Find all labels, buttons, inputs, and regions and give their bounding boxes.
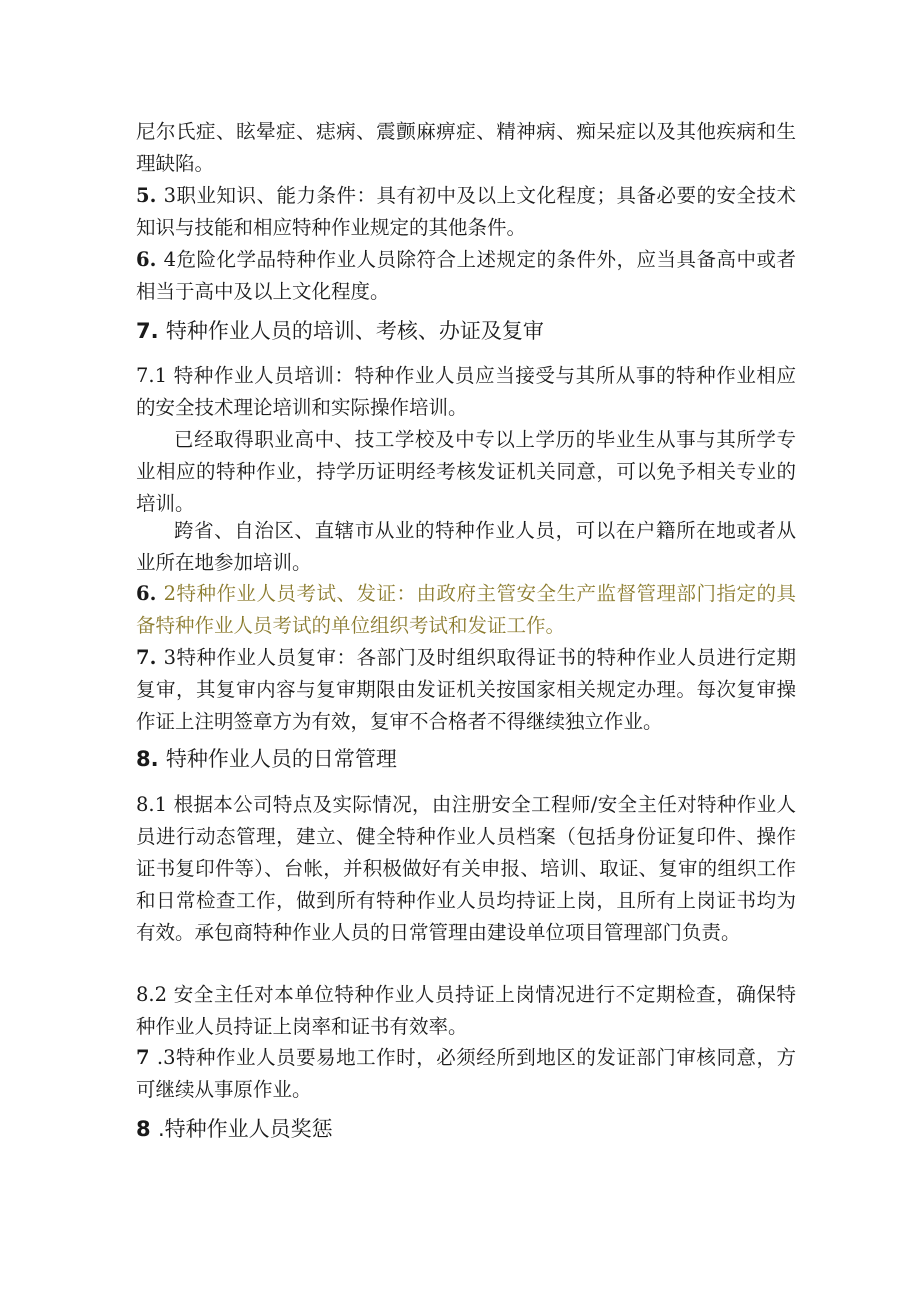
section-number: 5. <box>136 184 164 207</box>
heading-text: 特种作业人员的日常管理 <box>165 747 397 771</box>
paragraph-7-3-relocation <box>136 1042 796 1106</box>
heading-number: 8 <box>136 1117 158 1141</box>
paragraph-text: .3特种作业人员要易地工作时，必须经所到地区的发证部门审核同意，方可继续从事原作业。 <box>136 1046 796 1101</box>
paragraph-text: 2特种作业人员考试、发证：由政府主管安全生产监督管理部门指定的具备特种作业人员考试的单位组织考试和发证工作。 <box>136 582 796 637</box>
heading-training-assessment <box>136 315 796 347</box>
paragraph-text: 3职业知识、能力条件：具有初中及以上文化程度；具备必要的安全技术知识与技能和相应特种作业规定的其他条件。 <box>136 184 796 239</box>
heading-rewards-penalties <box>136 1113 796 1145</box>
paragraph-8-1 <box>136 789 796 949</box>
paragraph-text: 4危险化学品特种作业人员除符合上述规定的条件外，应当具备高中或者相当于高中及以上文化程度。 <box>136 248 796 303</box>
paragraph-graduates-exemption <box>136 424 796 520</box>
paragraph-text: 3特种作业人员复审：各部门及时组织取得证书的特种作业人员进行定期复审，其复审内容与复审期限由发证机关按国家相关规定办理。每次复审操作证上注明签章方为有效，复审不合格者不得继续独立作业。 <box>136 646 796 733</box>
heading-number: 7. <box>136 319 166 343</box>
heading-number: 8. <box>136 747 166 771</box>
paragraph-6-4 <box>136 244 796 308</box>
paragraph-7-3-review <box>136 642 796 738</box>
paragraph-cross-province <box>136 515 796 579</box>
paragraph-6-2-exam <box>136 578 796 642</box>
section-number: 7.1 <box>136 364 168 387</box>
heading-text: 特种作业人员的培训、考核、办证及复审 <box>165 319 544 343</box>
paragraph-text: 已经取得职业高中、技工学校及中专以上学历的毕业生从事与其所学专业相应的特种作业，持学历证明经考核发证机关同意，可以免予相关专业的培训。 <box>136 428 796 515</box>
paragraph-text: 跨省、自治区、直辖市从业的特种作业人员，可以在户籍所在地或者从业所在地参加培训。 <box>136 519 796 574</box>
section-number: 7. <box>136 646 164 669</box>
section-number: 8.1 <box>136 793 168 816</box>
paragraph-text: 安全主任对本单位特种作业人员持证上岗情况进行不定期检查，确保特种作业人员持证上岗率和证书有效率。 <box>136 983 796 1038</box>
heading-text: .特种作业人员奖惩 <box>157 1117 333 1141</box>
section-number: 6. <box>136 248 164 271</box>
section-number: 7 <box>136 1046 157 1069</box>
paragraph-disease-conditions <box>136 116 796 180</box>
paragraph-text: 特种作业人员培训：特种作业人员应当接受与其所从事的特种作业相应的安全技术理论培训和实际操作培训。 <box>136 364 796 419</box>
paragraph-8-2 <box>136 979 796 1043</box>
paragraph-text: 尼尔氏症、眩晕症、痣病、震颤麻痹症、精神病、痴呆症以及其他疾病和生理缺陷。 <box>136 120 796 175</box>
paragraph-text: 根据本公司特点及实际情况，由注册安全工程师/安全主任对特种作业人员进行动态管理，建立、健全特种作业人员档案（包括身份证复印件、操作证书复印件等）、台帐，并积极做好有关申报、培训、取证、复审的组织工作和日常检查工作，做到所有特种作业人员均持证上岗，且所有上岗证书均为有效。承包商特种作业人员的日常管理由建设单位项目管理部门负责。 <box>136 793 796 944</box>
heading-daily-management <box>136 743 796 775</box>
paragraph-5-3 <box>136 180 796 244</box>
section-number: 8.2 <box>136 983 168 1006</box>
paragraph-7-1 <box>136 360 796 424</box>
section-number: 6. <box>136 582 164 605</box>
